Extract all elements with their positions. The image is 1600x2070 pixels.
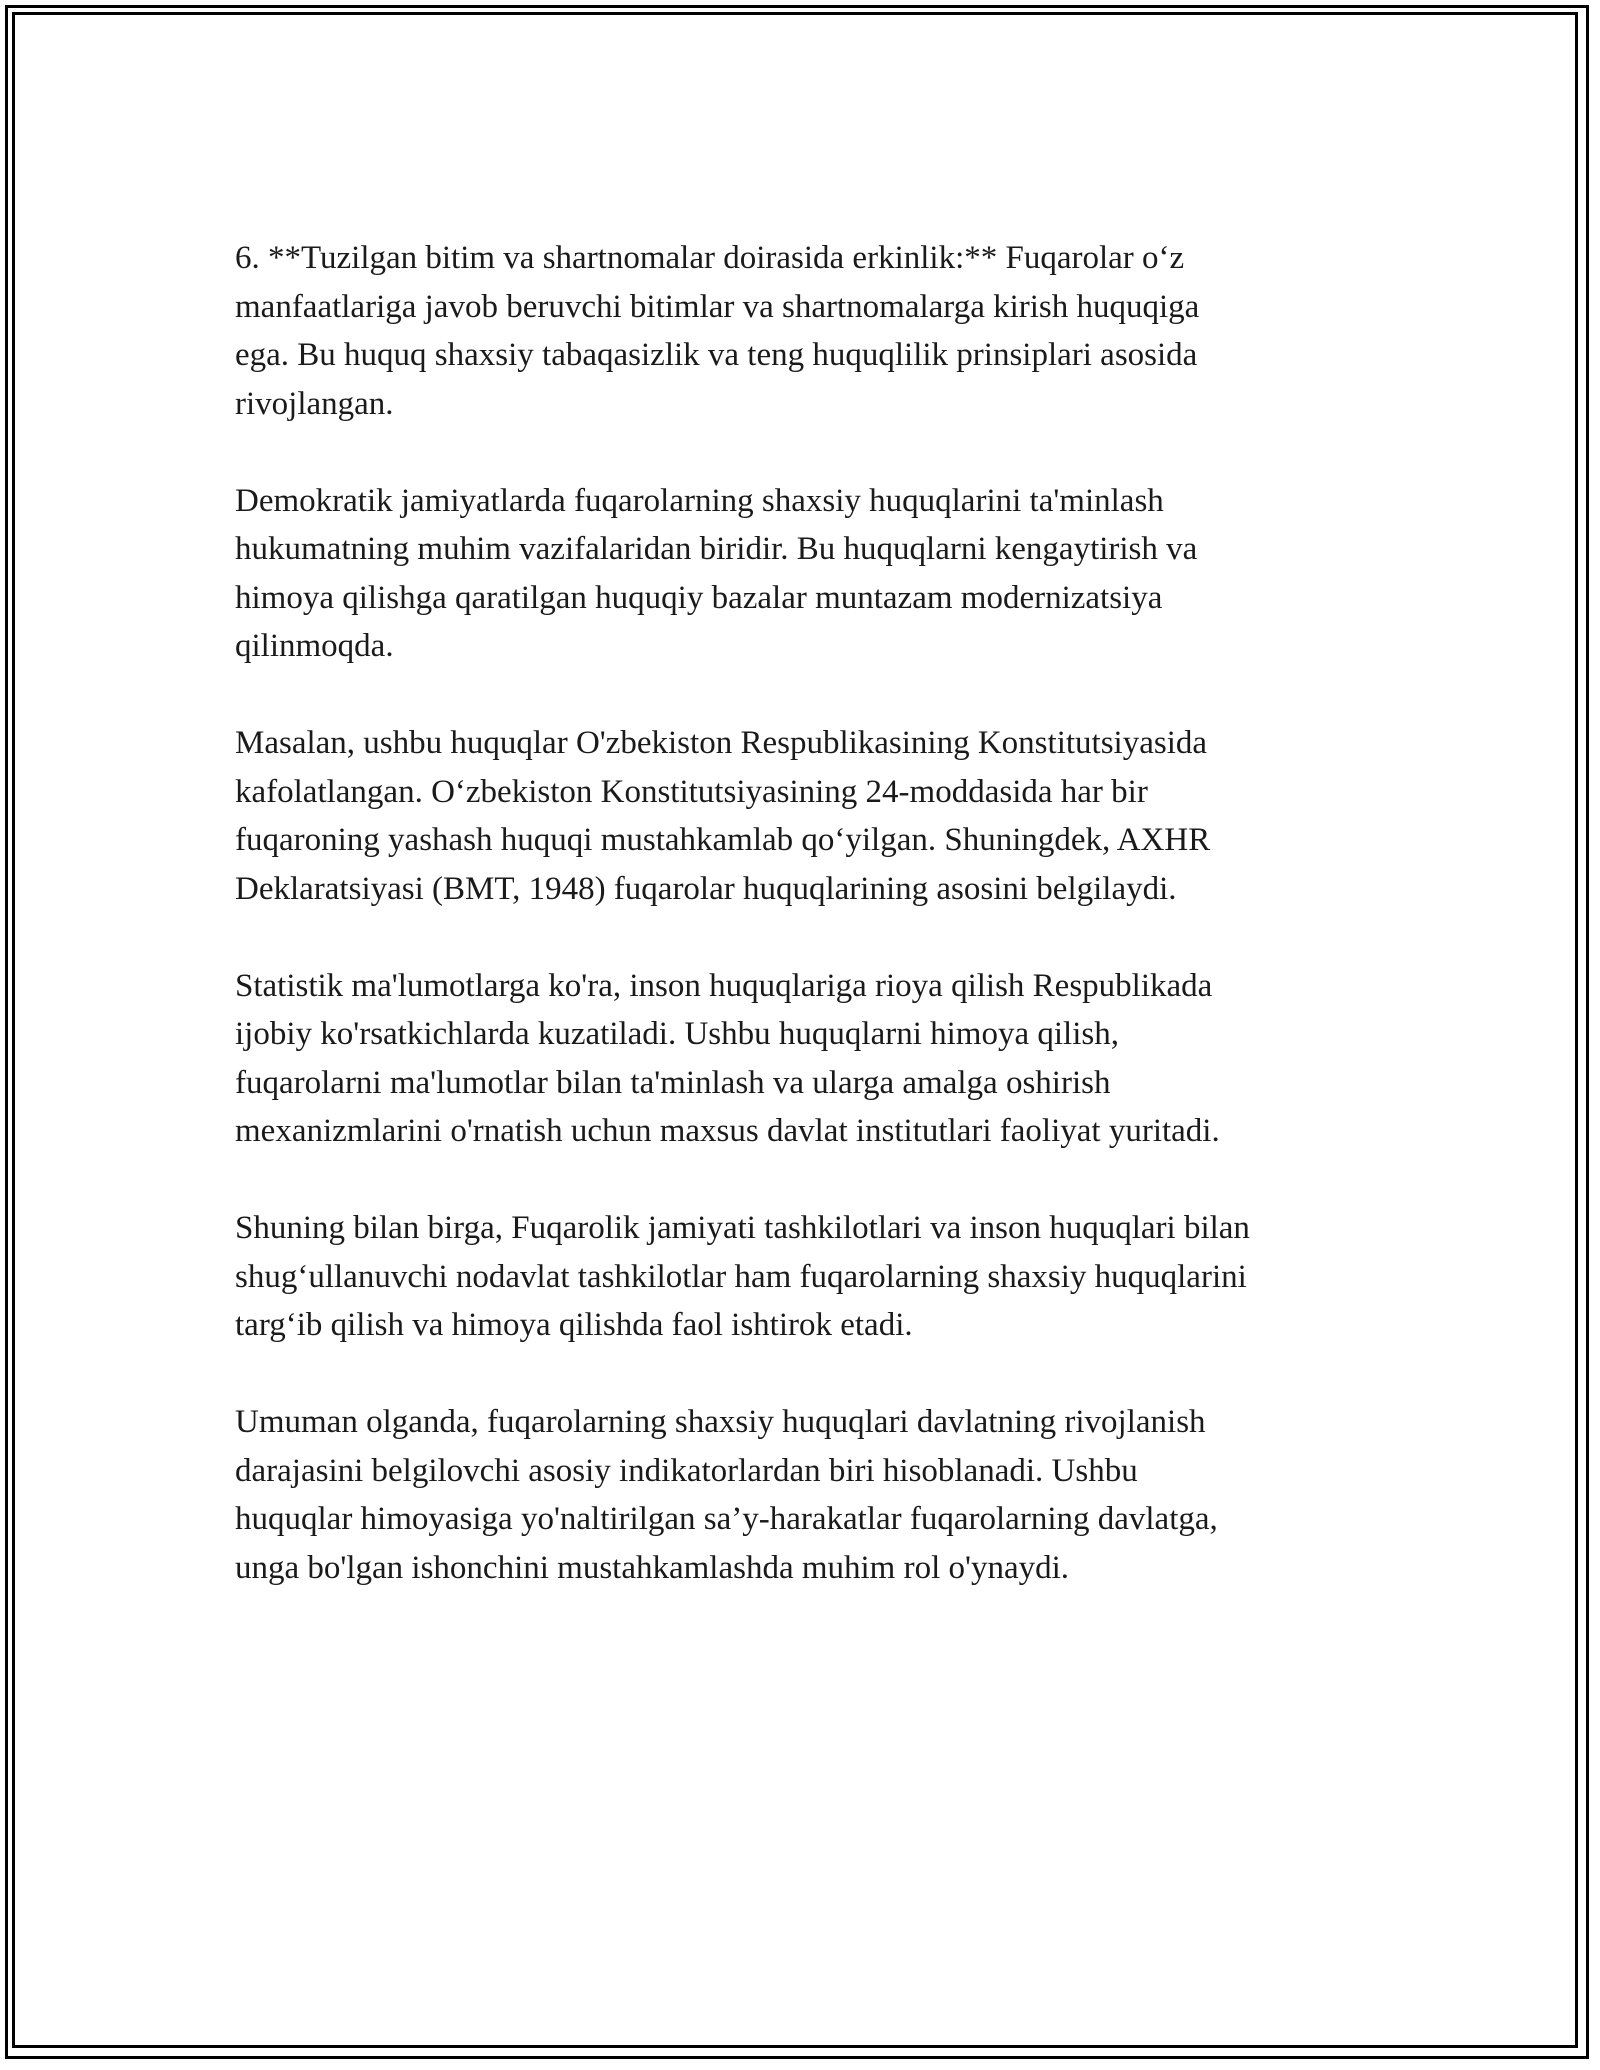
paragraph-contract-freedom: 6. **Tuzilgan bitim va shartnomalar doirasida erkinlik:** Fuqarolar o‘z manfaatlariga javob beruvchi bitimlar va shartnomalarga kirish huquqiga ega. Bu huquq shaxsiy tabaqasizlik va teng huquqlilik prinsiplari asosida rivojlangan.	[235, 240, 1200, 422]
paragraph-civil-society: Shuning bilan birga, Fuqarolik jamiyati tashkilotlari va inson huquqlari bilan shug‘ullanuvchi nodavlat tashkilotlar ham fuqarolarning shaxsiy huquqlarini targ‘ib qilish va himoya qilishda faol ishtirok etadi.	[235, 1210, 1250, 1343]
paragraph-democratic-societies: Demokratik jamiyatlarda fuqarolarning shaxsiy huquqlarini ta'minlash hukumatning muhim vazifalaridan biridir. Bu huquqlarni kengaytirish va himoya qilishga qaratilgan huquqiy bazalar muntazam modernizatsiya qilinmoqda.	[235, 482, 1198, 664]
document-body	[235, 234, 1375, 1592]
paragraph-conclusion: Umuman olganda, fuqarolarning shaxsiy huquqlari davlatning rivojlanish darajasini belgilovchi asosiy indikatorlardan biri hisoblanadi. Ushbu huquqlar himoyasiga yo'naltirilgan sa’y-harakatlar fuqarolarning davlatga, unga bo'lgan ishonchini mustahkamlashda muhim rol o'ynaydi.	[235, 1404, 1218, 1586]
paragraph-constitution: Masalan, ushbu huquqlar O'zbekiston Respublikasining Konstitutsiyasida kafolatlangan. O‘zbekiston Konstitutsiyasining 24-moddasida har bir fuqaroning yashash huquqi mustahkamlab qo‘yilgan. Shuningdek, AXHR Deklaratsiyasi (BMT, 1948) fuqarolar huquqlarining asosini belgilaydi.	[235, 725, 1211, 907]
paragraph-statistics: Statistik ma'lumotlarga ko'ra, inson huquqlariga rioya qilish Respublikada ijobiy ko'rsatkichlarda kuzatiladi. Ushbu huquqlarni himoya qilish, fuqarolarni ma'lumotlar bilan ta'minlash va ularga amalga oshirish mexanizmlarini o'rnatish uchun maxsus davlat institutlari faoliyat yuritadi.	[235, 967, 1220, 1149]
